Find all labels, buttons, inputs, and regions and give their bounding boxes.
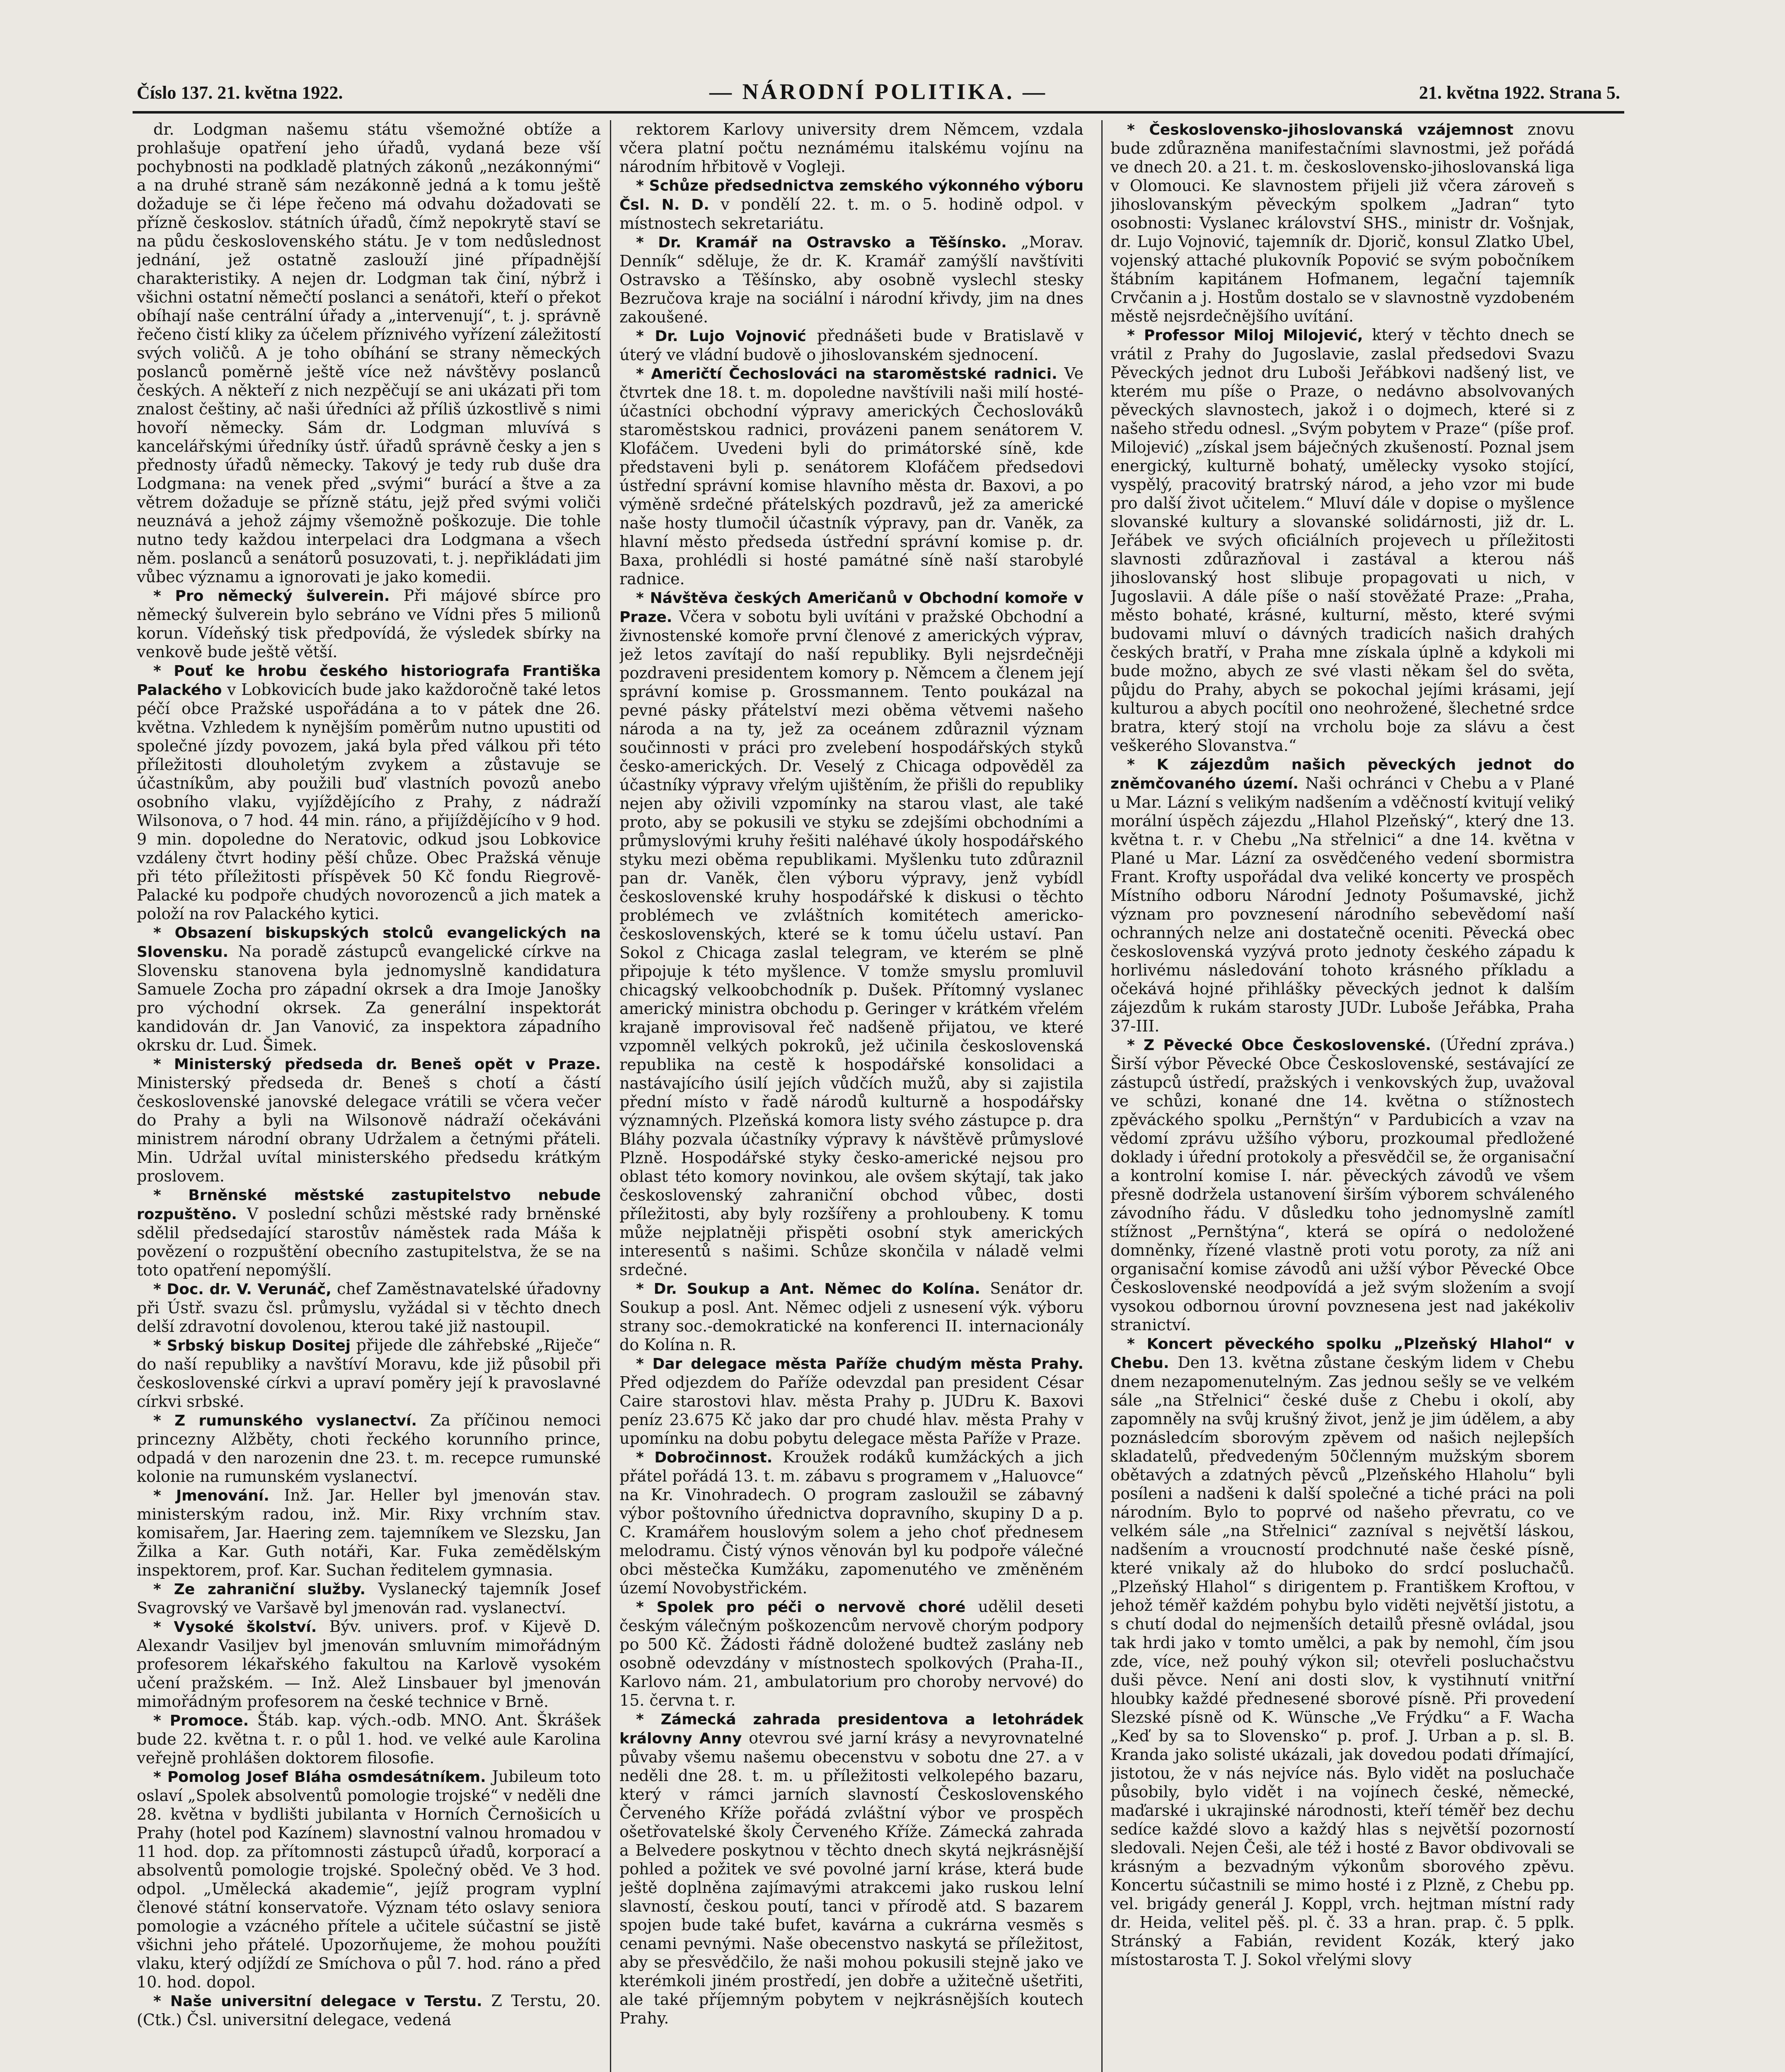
article-item [137, 1411, 601, 1486]
article-item [1110, 120, 1575, 326]
masthead [137, 79, 1620, 108]
article-headline: * Pro německý šulverein. [153, 588, 390, 605]
article-text: „Morav. Denník“ sděluje, že dr. K. Kramář zamýšlí navštíviti Ostravsko a Těšínsko, aby osobně vyslechl stesky Bezručova kraje na sociální i národní křivdy, jim na dnes zakoušené. [619, 233, 1084, 326]
article-text: Ve čtvrtek dne 18. t. m. dopoledne navštívili naši milí hosté-účastníci obchodní výpravy amerických Čechoslováků staroměstskou radnici, provázeni panem senátorem V. Klofáčem. Uvedeni byli do primátorské síně, kde představeni byli p. senátorem Klofáčem předsedovi ústřední správní komise hlavního města dr. Baxovi, a po výměně srdečné přátelských pozdravů, jež za americké naše hosty tlumočil účastník výpravy, pan dr. Vaněk, za hlavní město předseda ústřední správní komise p. dr. Baxa, prohlédli si hosté památné síně naší starobylé radnice. [619, 364, 1084, 588]
issue-number-date: Číslo 137. 21. května 1922. [137, 82, 343, 103]
article-headline: * Československo-jihoslovanská vzájemnost [1127, 121, 1514, 138]
article-text: Býv. univers. prof. v Kijevě D. Alexandr Vasiljev byl jmenován smluvním mimořádným profesorem lékařského fakultou na Karlově vysokém učení pražském. — Inž. Alež Linsbauer byl jmenován mimořádným profesorem na české technice v Brně. [137, 1617, 601, 1711]
article-item [137, 1280, 601, 1336]
article-item [137, 586, 601, 661]
article-text: Vyslanecký tajemník Josef Svagrovský ve Varšavě byl jmenován rad. vyslanectví. [137, 1580, 601, 1617]
article-item [137, 1580, 601, 1617]
article-item [137, 1336, 601, 1411]
article-text: (Úřední zpráva.) Širší výbor Pěvecké Obce Československé, sestávající ze zástupců ústředí, pražských i venkovských žup, uvažoval ve schůzi, konané dne 14. května o stížnostech zpěváckého spolku „Pernštýn“ v Pardubicích a vzav na vědomí zprávu užšího výboru, prozkoumal předložené doklady i úřední protokoly a přesvědčil se, že organisační a kontrolní komise I. nár. pěveckých závodů ve všem přesně dodržela ustanovení širším výborem schváleného závodního řádu. V důsledku toho jednomyslně zamítl stížnost „Pernštýna“, která se opírá o nedoložené domněnky, řízené vlastně proti votu poroty, za níž ani organisační komise závodů ani užší výbor Pěvecké Obce Československé neodpovídá a jež svým složením a svojí vysokou odbornou úrovní povznesena jest nad jakékoliv stranictví. [1110, 1036, 1575, 1334]
article-headline: * Zámecká zahrada presidentova a letohrádek královny Anny [619, 1711, 1084, 1747]
article-headline: * Dr. Lujo Vojnović [636, 328, 806, 345]
masthead-rule [133, 111, 1624, 114]
article-item [137, 661, 601, 923]
article-headline: * Koncert pěveckého spolku „Plzeňský Hlahol“ v Chebu. [1110, 1336, 1575, 1372]
column-divider [1101, 120, 1103, 2072]
article-headline: * Dr. Soukup a Ant. Němec do Kolína. [636, 1280, 980, 1297]
article-text: v Lobkovicích bude jako každoročně také letos péčí obce Pražské uspořádána a to v pátek dne 26. května. Vzhledem k nynějším poměrům nutno upustiti od společné jízdy povozem, jaká byla před válkou při této příležitosti dlouholetým zvykem a zůstavuje se účastníkům, aby použili buď vlastních povozů anebo osobního vlaku, vyjíždějícího z Prahy, z nádraží Wilsonova, o 7 hod. 44 min. ráno, a přijíždějícího v 9 hod. 9 min. dopoledne do Neratovic, odkud jsou Lobkovice vzdáleny čtvrt hodiny pěší chůze. Obec Pražská věnuje při této příležitosti příspěvek 50 Kč fondu Riegrově-Palacké ku podpoře chudých novorozenců a jich matek a položí na rov Palackého kytici. [137, 680, 601, 923]
article-item [619, 364, 1084, 588]
article-text: Den 13. května zůstane českým lidem v Chebu dnem nezapomenutelným. Zas jednou sešly se ve velkém sále „na Střelnici“ české duše z Chebu i okolí, aby zapomněly na svůj krušný život, jenž je jim údělem, a aby poznásledcím sborovým zpěvem od našich nejlepších skladatelů, předvedeným 50členným mužským sborem obětavých a zdatných pěvců „Plzeňského Hlaholu“ byli posíleni a nadšeni k další společné a tiché práci na poli národním. Bylo to poprvé od našeho převratu, co ve velkém sále „na Střelnici“ zazníval s největší láskou, nadšením a vroucností prodchnuté naše české písně, které vnikaly až do hluboko do srdcí posluchačů. „Plzeňský Hlahol“ s dirigentem p. Františkem Kroftou, v jehož téměř každém pohybu bylo viděti největší jistotu, a s chutí dodal do nejmenších detailů přesně ovládal, jsou tak hrdi jako v tomto umělci, a pak by nemohl, čím jsou zde, více, než pouhý výkon sil; otevřeli posluchačstvu duši pěvce. Není ani dosti slov, k vystihnutí vnitřní hloubky každé přednesené sborové písně. Při provedení Slezské písně od K. Wünsche „Ve Frýdku“ a F. Wacha „Keď by sa to Slovensko“ p. prof. J. Urban a p. sl. B. Kranda jako solisté ukázali, jak dovedou podati dřímající, jistotou, že v nás nejvíce nás. Bylo vidět na posluchače působily, bylo vidět i na vojínech české, německé, maďarské i ukrajinské národnosti, kteří téměř bez dechu sedíce každé slovo a každý hlas s největší pozorností sledovali. Nejen Češi, ale též i hosté z Bavor obdivovali se krásným a bezvadným výkonům sborového zpěvu. Koncertu súčastnili se mimo hosté i z Plzně, z Chebu pp. vel. brigády generál J. Koppl, vrch. hejtman místní rady dr. Heida, velitel pěš. pl. č. 33 a hran. prap. č. 5 pplk. Stránský a Fabián, revident Kozák, který jako místostarosta T. J. Sokol vřelými slovy [1110, 1353, 1575, 1969]
column-2 [619, 120, 1084, 2072]
article-item [619, 1448, 1084, 1598]
article-text: otevrou své jarní krásy a nevyrovnatelné půvaby všemu našemu obecenstvu v sobotu dne 27. a v neděli dne 28. t. m. u příležitosti velkolepého bazaru, který v rámci jarních slavností Československého Červeného Kříže pořádá zvláštní výbor ve prospěch ošetřovatelské školy Červeného Kříže. Zámecká zahrada a Belvedere poskytnou v těchto dnech skytá nejkrásnější pohled a požitek ve své povolné jarní kráse, která bude ještě doplněna zajímavými atrakcemi jako ruskou lelní slavností, českou poutí, tanci v přírodě atd. S bazarem spojen bude také bufet, kavárna a cukrárna vesměs s cenami pevnými. Naše obecenstvo naskytá se příležitost, aby se přesvědčilo, že naši mohou pokusili stejně jako ve kterémkoli jiném prostředí, jen dobře a užitečně ušetřiti, ale také příjemným pobytem v nejkrásnějších koutech Prahy. [619, 1729, 1084, 2027]
column-1 [137, 120, 601, 2072]
article-headline: * Brněnské městské zastupitelstvo nebude rozpuštěno. [137, 1187, 601, 1223]
article-item [137, 1617, 601, 1711]
article-item [619, 120, 1084, 176]
article-text: znovu bude zdůrazněna manifestačními slavnostmi, jež pořádá ve dnech 20. a 21. t. m. československo-jihoslovanská liga v Olomouci. Ke slavnostem přijeli již včera zároveň s jihoslovanským pěveckým spolkem „Jadran“ tyto osobnosti: Vyslanec království SHS., ministr dr. Vošnjak, dr. Lujo Vojnović, tajemník dr. Djorič, konsul Zlatko Ubel, vojenský attaché plukovník Popović se svým pobočníkem štábním kapitánem Hofmanem, legační tajemník Crvčanin a j. Hostům dostalo se v slavnostně vyzdobeném městě nejsrdečnějšího uvítání. [1110, 120, 1575, 325]
article-item [137, 1186, 601, 1280]
article-text: Při májové sbírce pro německý šulverein bylo sebráno ve Vídni přes 5 milionů korun. Vídeňský tisk předpovídá, že výsledek sbírky na venkově bude ještě větší. [137, 586, 601, 661]
article-text: Senátor dr. Soukup a posl. Ant. Němec odjeli z usnesení výk. výboru strany soc.-demokratické na konferenci II. internacionály do Kolína n. R. [619, 1279, 1084, 1354]
article-text: Na poradě zástupců evangelické církve na Slovensku stanovena byla jednomyslně kandidatura Samuele Zocha pro západní okrsek a dra Imoje Janošky pro východní okrsek. Za generální inspektorát kandidován dr. Jan Vanović, za inspektora západního okrsku dr. Lud. Šimek. [137, 942, 601, 1054]
article-text: Kroužek rodáků kumžáckých a jich přátel pořádá 13. t. m. zábavu s programem v „Haluovce“ na Kr. Vinohradech. O program zasloužil se zábavný výbor poštovního úřednictva dopravního, skupiny D a p. C. Kramářem houslovým solem a jeho choť přednesem melodramu. Čistý výnos věnován byl ku podpoře válečné obci městečka Kumžáku, zapomenutého ve změněném území Novobystřickém. [619, 1448, 1084, 1597]
article-headline: * Naše universitní delegace v Terstu. [153, 1993, 482, 2010]
article-text: Inž. Jar. Heller byl jmenován stav. ministerským radou, inž. Mir. Rixy vrchním stav. komisařem, Jar. Haering zem. tajemníkem ve Slezsku, Jan Žilka a Kar. Guth notáři, Kar. Fuka zemědělským inspektorem, prof. Kar. Suchan ředitelem gymnasia. [137, 1486, 601, 1579]
article-item [1110, 326, 1575, 755]
article-item [619, 327, 1084, 364]
article-text: Za příčinou nemoci princezny Alžběty, choti řeckého korunního prince, odpadá v den narozenin dne 23. t. m. recepce rumunské kolonie na rumunském vyslanectví. [137, 1411, 601, 1486]
article-item [137, 1711, 601, 1767]
article-headline: * Professor Miloj Milojević, [1127, 327, 1363, 344]
article-text: Včera v sobotu byli uvítáni v pražské Obchodní a živnostenské komoře první členové z amerických výprav, jež letos zavítají do naší republiky. Byli nejsrdečněji pozdraveni presidentem komory p. Němcem a členem její správní komise p. Grossmannem. Tento poukázal na pevné pásky přátelství mezi oběma větvemi našeho národa a na ty, jež za oceánem zdůraznil význam součinnosti v práci pro zvelebení hospodářských styků česko-amerických. Dr. Veselý z Chicaga odpověděl za účastníky výpravy vřelým ujištěním, že přišli do republiky nejen aby oživili vzpomínky na starou vlast, ale také proto, aby se pokusili ve styku se zdejšími obchodními a průmyslovými kruhy řešiti naléhavé úkoly hospodářského styku mezi oběma republikami. Myšlenku tuto zdůraznil pan dr. Vaněk, člen výboru výpravy, jenž vybídl československé kruhy hospodářské k diskusi o těchto problémech ve zvláštních komitétech americko-československých, které se k tomu účelu ustaví. Pan Sokol z Chicaga zaslal telegram, ve kterém se plně připojuje k této myšlence. V tomže smyslu promluvil chicagský velkoobchodník p. Dušek. Přítomný vyslanec americký ministra obchodu p. Geringer v krátkém vřelém krajaně improvisoval řeč nadšeně přijatou, ve které vzpomněl velkých pokroků, jež učinila československá republika na cestě k hospodářské konsolidaci a nastávajícího úsilí jejích vůdčích mužů, aby si zajistila přední místo v řadě národů kulturně a hospodářsky významných. Plzeňská komora listy svého zástupce p. dra Bláhy pozvala účastníky výpravy k návštěvě průmyslové Plzně. Hospodářské styky česko-americké nejsou pro oblast této komory novinkou, ale ovšem skýtají, tak jako československý zahraniční obchod vůbec, dosti příležitosti, aby byly rozšířeny a prohloubeny. K tomu může nejplatněji přispěti osobní styk amerických interesentů s našimi. Schůze skončila v náladě velmi srdečné. [619, 608, 1084, 1279]
article-item [137, 1992, 601, 2029]
article-headline: * Srbský biskup Dositej [153, 1337, 351, 1354]
article-item [619, 1354, 1084, 1448]
article-text: v pondělí 22. t. m. o 5. hodině odpol. v místnostech sekretariátu. [619, 195, 1084, 232]
article-headline: * Pouť ke hrobu českého historiografa Františka Palackého [137, 663, 601, 699]
column-3 [1110, 120, 1575, 2072]
article-item [137, 1767, 601, 1992]
article-text: Před odjezdem do Paříže odevzdal pan president César Caire starostovi hlav. města Prahy p. JUDru K. Baxovi peníz 23.675 Kč jako dar pro chudé hlav. města Prahy v upomínku na dobu pobytu delegace města Paříže v Praze. [619, 1373, 1084, 1447]
article-headline: * Spolek pro péči o nervově choré [636, 1599, 966, 1616]
article-headline: * Z Pěvecké Obce Československé. [1127, 1037, 1431, 1054]
article-item [1110, 1036, 1575, 1334]
article-headline: * Dar delegace města Paříže chudým města Prahy. [636, 1356, 1084, 1372]
article-text: Z Terstu, 20. (Ctk.) Čsl. universitní delegace, vedená [137, 1992, 601, 2029]
article-item [619, 1710, 1084, 2028]
article-item [1110, 1334, 1575, 1969]
article-headline: * Ze zahraniční služby. [153, 1581, 366, 1598]
article-text: přijede dle záhřebské „Riječe“ do naší republiky a navštíví Moravu, kde již působil při československé církvi a upraví poměry její k pravoslavné církvi srbské. [137, 1336, 601, 1411]
article-text: Ministerský předseda dr. Beneš s chotí a částí československé janovské delegace vrátili se včera večer do Prahy a byli na Wilsonově nádraží očekáváni ministrem národní obrany Udržalem a četnými přáteli. Min. Udržal uvítal ministerského předsedu krátkým proslovem. [137, 1074, 601, 1185]
article-headline: * Jmenování. [153, 1487, 269, 1504]
article-headline: * Američtí Čechoslováci na staroměstské radnici. [636, 366, 1057, 382]
article-headline: * Doc. dr. V. Verunáč, [153, 1281, 332, 1298]
article-headline: * K zájezdům našich pěveckých jednot do zněmčovaného území. [1110, 756, 1575, 792]
article-text: přednášeti bude v Bratislavě v úterý ve vládní budově o jihoslovanském sjednocení. [619, 327, 1084, 364]
article-text: Jubileum toto oslaví „Spolek absolventů pomologie trojské“ v neděli dne 28. května v bydlišti jubilanta v Horních Černošicích u Prahy (hotel pod Kazínem) slavnostní valnou hromadou v 11 hod. dop. za přítomnosti zástupců úřadů, korporací a absolventů pomologie trojské. Společný oběd. Ve 3 hod. odpol. „Umělecká akademie“, jejíž program vyplní členové státní konservatoře. Význam této oslavy seniora pomologie a vzácného přítele a učitele súčastní se jistě všichni jeho přátelé. Upozorňujeme, že mohou použíti vlaku, který odjíždí ze Smíchova o půl 7. hod. ráno a před 10. hod. dopol. [137, 1767, 601, 1991]
article-item [619, 1598, 1084, 1710]
article-headline: * Schůze předsednictva zemského výkonného výboru Čsl. N. D. [619, 177, 1084, 213]
article-text: Štáb. kap. vých.-odb. MNO. Ant. Škrášek bude 22. května t. r. o půl 1. hod. ve velké aule Karolina veřejně prohlášen doktorem filosofie. [137, 1711, 601, 1767]
article-item [137, 1486, 601, 1580]
article-item [619, 588, 1084, 1279]
article-text: chef Zaměstnavatelské úřadovny při Ústř. svazu čsl. průmyslu, vyžádal si v těchto dnech delší zdravotní dovolenou, kterou také již nastoupil. [137, 1280, 601, 1336]
article-item [137, 1055, 601, 1186]
article-item [137, 120, 601, 586]
article-headline: * Vysoké školství. [153, 1619, 317, 1636]
article-headline: * Pomolog Josef Bláha osmdesátníkem. [153, 1769, 486, 1786]
article-headline: * Ministerský předseda dr. Beneš opět v Praze. [153, 1056, 601, 1073]
article-headline: * Obsazení biskupských stolců evangelických na Slovensku. [137, 925, 601, 961]
article-text: Naši ochránci v Chebu a v Plané u Mar. Lázní s velikým nadšením a vděčností kvitují veliký morální úspěch zájezdu „Hlahol Plzeňský“, který dne 13. května t. r. v Chebu „Na střelnici“ a dne 14. května v Plané u Mar. Lázní za osvědčeného vedení sbormistra Frant. Krofty uspořádal dva veliké koncerty ve prospěch Místního odboru Národní Jednoty Pošumavské, jichž význam pro povznesení národního sebevědomí naší ochranných nelze ani dostatečně oceniti. Pěvecká obec československá vyzývá proto jednoty českého západu k horlivému následování tohoto krásného příkladu a očekává hojné přihlášky pěveckých jednot k dalším zájezdům k rukám starosty JUDr. Luboše Jeřábka, Praha 37-III. [1110, 774, 1575, 1035]
article-headline: * Dobročinnost. [636, 1449, 773, 1466]
article-item [137, 923, 601, 1055]
article-headline: * Z rumunského vyslanectví. [153, 1412, 417, 1429]
article-item [619, 1279, 1084, 1354]
article-text: rektorem Karlovy university drem Němcem, vzdala včera platní počtu neznámému italskému vojínu na národním hřbitově v Vogleji. [619, 120, 1084, 176]
article-headline: * Promoce. [153, 1712, 249, 1729]
article-item [1110, 755, 1575, 1036]
newspaper-title: — NÁRODNÍ POLITIKA. — [709, 79, 1048, 104]
article-headline: * Dr. Kramář na Ostravsko a Těšínsko. [636, 234, 1007, 251]
column-divider [610, 120, 611, 2072]
article-item [619, 233, 1084, 327]
article-text: dr. Lodgman našemu státu všemožné obtíže a prohlašuje opatření jeho úřadů, vydaná beze vší pochybnosti na podkladě platných zákonů „nezákonnými“ a na druhé straně sám nezákonně jedná a k tomu ještě dožaduje se či lépe řečeno má odvahu dožadovati se přízně českoslov. státních úřadů, čímž nepokrytě staví se na půdu československého státu. Je v tom nedůslednost jednání, jež ostatně zaslouží jiné případnější charakteristiky. A nejen dr. Lodgman tak činí, nýbrž i všichni ostatní němečtí poslanci a senátoři, kteří o překot obíhají naše centrální úřady a „intervenují“, t. j. správně řečeno čistí kliky za účelem příznivého vyřízení záležitostí svých voličů. A je toho obíhání se strany německých poslanců poměrně ještě více než návštěvy poslanců českých. A někteří z nich nezpěčují se ani ukázati při tom znalost češtiny, ač naši úředníci až příliš úzkostlivě s nimi hovoří německy. Sám dr. Lodgman mluvívá s kancelářskými úředníky ústř. úřadů správně česky a jen s přednosty úřadů německy. Takový je tedy rub duše dra Lodgmana: na venek před „svými“ burácí a štve a za větrem dožaduje se přízně státu, jejž před svými voliči neuznává a jehož zájmy všemožně poškozuje. Die tohle nutno tedy každou interpelaci dra Lodgmana a všech něm. poslanců a senátorů posuzovati, t. j. nepřikládati jim vůbec významu a ignorovati je jako komedii. [137, 120, 601, 586]
article-text: který v těchto dnech se vrátil z Prahy do Jugoslavie, zaslal předsedovi Svazu Pěveckých jednot dru Luboši Jeřábkovi nadšený list, ve kterém mu píše o Praze, o nedávno absolvovaných pěveckých slavnostech, jakož i o dojmech, které si z našeho středu odnesl. „Svým pobytem v Praze“ (píše prof. Milojević) „získal jsem báječných zkušeností. Poznal jsem energický, kulturně bohatý, umělecky vysoko stojící, vyspělý, pracovitý bratrský národ, a jeho vzor mi bude pro další život učitelem.“ Mluví dále v dopise o myšlence slovanské kultury a slovanské solidárnosti, již dr. L. Jeřábek ve svých oficiálních projevech u příležitosti slavnosti zdůrazňoval i zastával a kterou náš jihoslovanský host slibuje propagovati u nich, v Jugoslavii. A dále píše o naší stověžaté Praze: „Praha, město bohaté, krásné, kulturní, město, které svými budovami mluví o dávných tradicích našich drahých českých bratří, v Praha mne získala úplně a kdykoli mi bude možno, abych ze své vlasti někam šel do světa, půjdu do Prahy, abych se pokochal jejími krásami, její kulturou a abych pocítil ono neohrožené, šlechetné srdce bratra, který stojí na vrcholu boje za slávu a čest veškerého Slovanstva.“ [1110, 326, 1575, 755]
article-text: udělil deseti českým válečným poškozencům nervově chorým podpory po 500 Kč. Žádosti řádně doložené budtež zaslány neb osobně odevzdány v místnostech spolkových (Praha-II., Karlovo nám. 21, ambulatorium pro choroby nervové) do 15. června t. r. [619, 1598, 1084, 1709]
article-headline: * Návštěva českých Američanů v Obchodní komoře v Praze. [619, 590, 1084, 626]
date-page-number: 21. května 1922. Strana 5. [1419, 82, 1620, 103]
article-item [619, 176, 1084, 233]
article-text: V poslední schůzi městské rady brněnské sdělil předsedající starostův náměstek rada Máša k povězení o rozpuštění obecního zastupitelstva, že se na toto opatření nepomýšlí. [137, 1205, 601, 1279]
